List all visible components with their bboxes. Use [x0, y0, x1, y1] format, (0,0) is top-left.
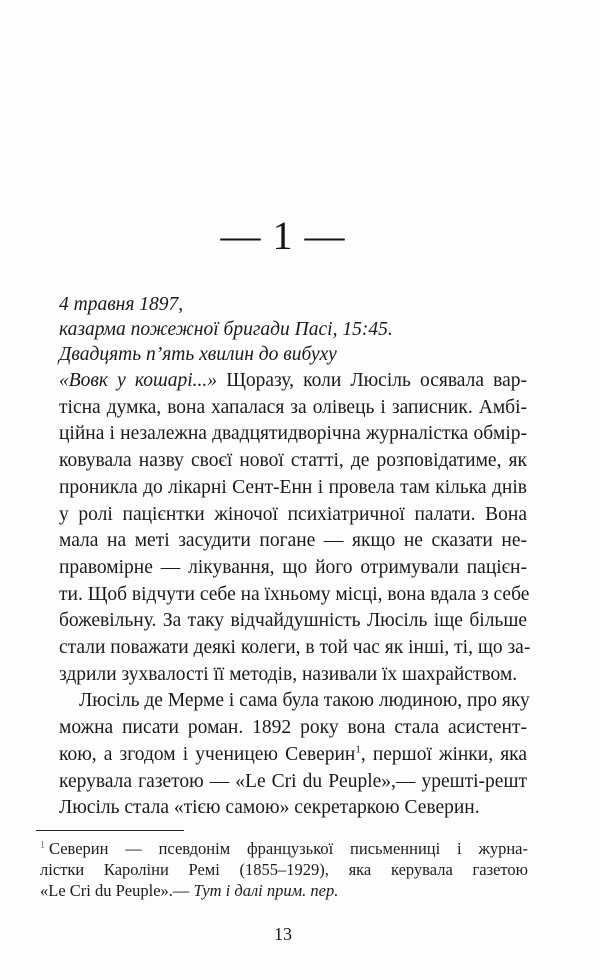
footnote-reference[interactable]: 1: [355, 743, 361, 756]
paragraph-line: мала на меті засудити погане — якщо не сказати не-: [59, 530, 527, 552]
chapter-title: — 1 —: [220, 213, 346, 258]
paragraph-line: можна писати роман. 1892 року вона стала асистент-: [59, 717, 527, 739]
paragraph-line: правомірне — лікування, що його отримували пацієн-: [59, 556, 527, 578]
quote-title: «Вовк у кошарі...»: [59, 370, 218, 391]
footnote-divider: [36, 830, 184, 831]
dateline-place: казарма пожежної бригади Пасі, 15:45.: [59, 319, 393, 340]
footnote-line: $^1$ Северин — псевдонім французької письменниці і журна-: [40, 839, 528, 858]
paragraph-line: тісна думка, вона хапалася за олівець і записник. Амбі-: [59, 396, 527, 418]
paragraph-line: здрили зухвалості її методів, називали їх шахрайством.: [59, 663, 518, 685]
dateline-date: 4 травня 1897,: [59, 294, 184, 315]
paragraph-line: проникла до лікарні Сент-Енн і провела там кілька днів: [59, 476, 527, 498]
chapter-dateline: [59, 292, 529, 367]
paragraph-line: ковувала назву своєї нової статті, де розповідатиме, як: [59, 450, 527, 472]
footnote: [40, 838, 528, 901]
body-text: [59, 368, 531, 822]
paragraph-line: керувала газетою — «Le Cri du Peuple»,— урешті-решт: [59, 770, 527, 792]
paragraph-line: у ролі пацієнтки жіночої психіатричної палати. Вона: [59, 503, 527, 525]
dateline-countdown: Двадцять п’ять хвилин до вибуху: [59, 344, 337, 365]
paragraph-line: ційна і незалежна двадцятидворічна журналістка обмір-: [59, 423, 527, 445]
paragraph-line: «Вовк у кошарі...» Щоразу, коли Люсіль осявала вар-: [59, 370, 527, 391]
paragraph-line: ти. Щоб відчути себе на їхньому місці, вона вдала з себе: [59, 583, 530, 605]
paragraph-line: кою, а згодом і ученицею Северин$^1$, першої жінки, яка: [59, 743, 527, 765]
paragraph-line: божевільну. За таку відчайдушність Люсіль іще більше: [59, 610, 527, 632]
footnote-marker: 1: [40, 839, 45, 851]
footnote-line: лістки Кароліни Ремі (1855–1929), яка керувала газетою: [40, 860, 528, 879]
paragraph-line: Люсіль стала «тією самою» секретаркою Северин.: [59, 797, 480, 819]
page-number: 13: [274, 924, 292, 944]
footnote-line: «Le Cri du Peuple».— Тут і далі прим. пер.: [40, 881, 339, 900]
paragraph-line: Люсіль де Мерме і сама була такою людиною, про яку: [79, 690, 530, 712]
paragraph-line: стали поважати деякі колеги, в той час як інші, ті, що за-: [59, 637, 531, 659]
